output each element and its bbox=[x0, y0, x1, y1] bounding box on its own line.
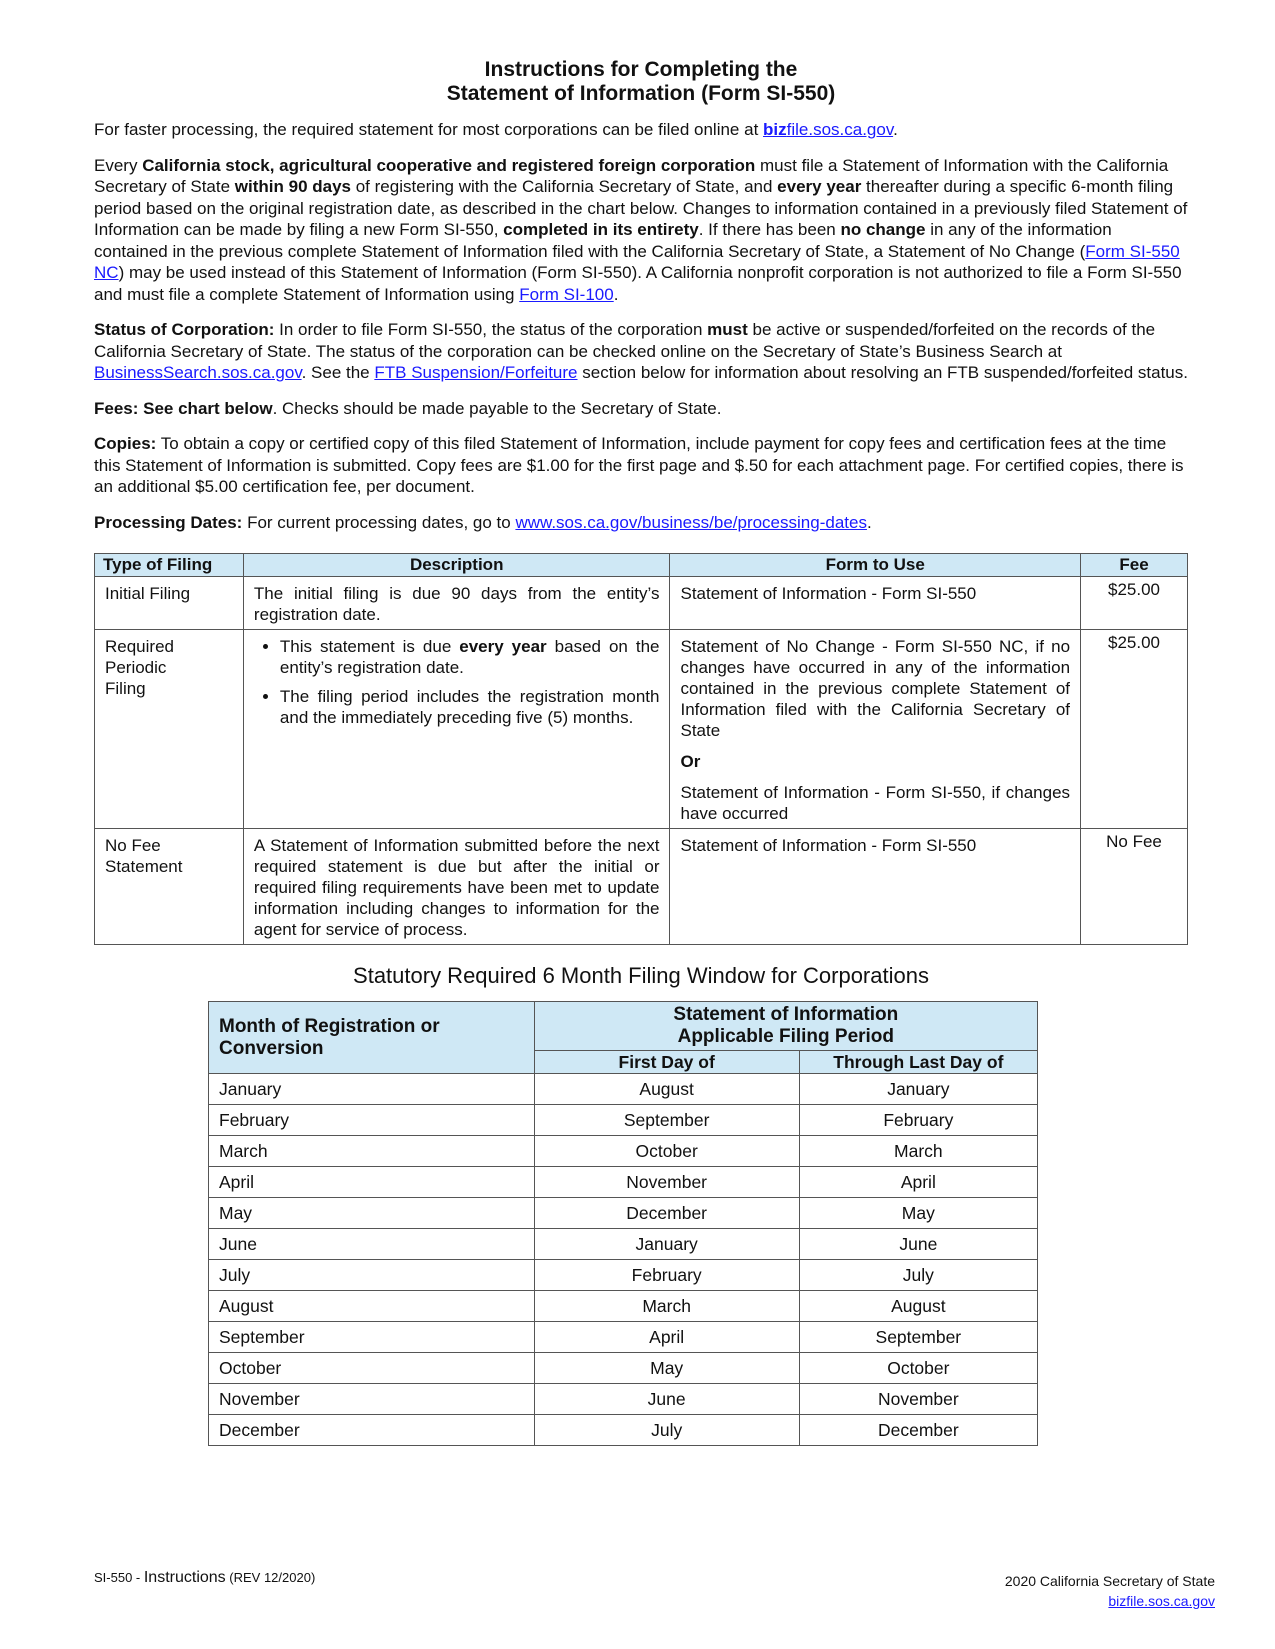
revision: (REV 12/2020) bbox=[225, 1570, 316, 1585]
first-day-cell: August bbox=[534, 1074, 799, 1105]
text: . If there has been bbox=[698, 220, 841, 239]
ftb-suspension-link[interactable]: FTB Suspension/Forfeiture bbox=[374, 363, 578, 382]
last-day-cell: June bbox=[799, 1229, 1037, 1260]
intro-paragraph bbox=[94, 119, 1188, 141]
last-day-cell: December bbox=[799, 1415, 1037, 1446]
header-line: Month of Registration or bbox=[219, 1015, 440, 1037]
footer-publisher bbox=[1005, 1571, 1215, 1611]
intro-period: . bbox=[893, 120, 898, 139]
processing-paragraph bbox=[94, 512, 1188, 534]
bizfile-link[interactable] bbox=[763, 120, 893, 139]
type-cell bbox=[95, 829, 244, 945]
fee-cell: $25.00 bbox=[1081, 577, 1188, 630]
status-label: Status of Corporation: bbox=[94, 320, 275, 339]
table-row bbox=[209, 1136, 1038, 1167]
page-title bbox=[94, 58, 1188, 106]
month-cell: May bbox=[209, 1198, 535, 1229]
bullet-item: • The filing period includes the registration month and the immediately preceding five (5) months. bbox=[280, 686, 660, 728]
table-row bbox=[209, 1198, 1038, 1229]
first-day-cell: April bbox=[534, 1322, 799, 1353]
table-row bbox=[209, 1353, 1038, 1384]
table-row bbox=[209, 1415, 1038, 1446]
last-day-cell: February bbox=[799, 1105, 1037, 1136]
text: ) may be used instead of this Statement of Information (Form SI-550). A California nonprofit corporation is not authorized to file a Form SI-550 and must file a complete Statement of Information using bbox=[94, 263, 1182, 304]
footer-form-id bbox=[94, 1569, 315, 1587]
copies-paragraph bbox=[94, 433, 1188, 498]
table-row bbox=[95, 829, 1188, 945]
header-line: Statement of Information bbox=[673, 1004, 899, 1025]
description-bullets bbox=[254, 636, 660, 728]
last-day-cell: September bbox=[799, 1322, 1037, 1353]
table-row bbox=[209, 1260, 1038, 1291]
footer-bizfile-link[interactable]: bizfile.sos.ca.gov bbox=[1108, 1593, 1215, 1609]
header-fee: Fee bbox=[1081, 554, 1188, 577]
copyright: 2020 California Secretary of State bbox=[1004, 1573, 1215, 1589]
business-search-link[interactable]: BusinessSearch.sos.ca.gov bbox=[94, 363, 302, 382]
text: must file a Statement of Information with the California Secretary of State bbox=[94, 155, 1169, 196]
text: in any of the information contained in the previous complete Statement of Information filed with the California Secretary of State, a Statement of No Change ( bbox=[94, 220, 1112, 261]
first-day-cell: December bbox=[534, 1198, 799, 1229]
month-cell: November bbox=[209, 1384, 535, 1415]
fees-label: Fees: See chart below bbox=[94, 398, 273, 418]
month-table-header bbox=[209, 1002, 1038, 1051]
form-si-100-link[interactable]: Form SI-100 bbox=[519, 284, 614, 304]
description-cell: The initial filing is due 90 days from the entity’s registration date. bbox=[243, 577, 670, 630]
type-line: Periodic bbox=[105, 658, 167, 677]
description-cell bbox=[243, 630, 670, 829]
table-row bbox=[209, 1384, 1038, 1415]
title-line-2: Statement of Information (Form SI-550) bbox=[446, 82, 836, 105]
text: section below for information about resolving an FTB suspended/forfeited status. bbox=[577, 363, 1188, 382]
month-cell: September bbox=[209, 1322, 535, 1353]
last-day-cell: October bbox=[799, 1353, 1037, 1384]
header-filing-period bbox=[534, 1002, 1037, 1051]
text: To obtain a copy or certified copy of this filed Statement of Information, include payment for copy fees and certification fees at the time this Statement of Information is submitted. Copy fees are $1.00 for the first page and $.50 for each attachment page. For certified copies, there is an additional $5.00 certification fee, per document. bbox=[94, 434, 1184, 496]
first-day-cell: September bbox=[534, 1105, 799, 1136]
first-day-cell: November bbox=[534, 1167, 799, 1198]
header-form: Form to Use bbox=[670, 554, 1081, 577]
type-cell bbox=[95, 630, 244, 829]
bullet-item bbox=[280, 636, 660, 678]
header-type: Type of Filing bbox=[95, 554, 244, 577]
form-cell: Statement of Information - Form SI-550 bbox=[670, 577, 1081, 630]
form-id: SI-550 - bbox=[94, 1570, 144, 1585]
type-line: Filing bbox=[105, 679, 146, 698]
fee-cell: No Fee bbox=[1081, 829, 1188, 945]
filing-window-table bbox=[208, 1001, 1038, 1446]
month-cell: June bbox=[209, 1229, 535, 1260]
bold-text: California stock, agricultural cooperative and registered foreign corporation bbox=[142, 155, 756, 175]
month-cell: April bbox=[209, 1167, 535, 1198]
text: based on the entity’s registration date. bbox=[279, 637, 660, 677]
table-row bbox=[209, 1105, 1038, 1136]
bizfile-link-rest: file.sos.ca.gov bbox=[786, 120, 894, 139]
first-day-cell: May bbox=[534, 1353, 799, 1384]
or-label: Or bbox=[680, 752, 701, 771]
processing-dates-link[interactable]: www.sos.ca.gov/business/be/processing-dates bbox=[515, 512, 867, 532]
text: Every bbox=[94, 155, 143, 175]
last-day-cell: August bbox=[799, 1291, 1037, 1322]
header-description: Description bbox=[243, 554, 670, 577]
title-line-1: Instructions for Completing the bbox=[484, 58, 798, 81]
processing-label: Processing Dates: bbox=[94, 512, 243, 532]
last-day-cell: November bbox=[799, 1384, 1037, 1415]
bold-text: every year bbox=[777, 177, 862, 196]
form-option: Statement of No Change - Form SI-550 NC, if no changes have occurred in any of the information contained in the previous complete Statement of Information filed with the California Secretary of State bbox=[680, 637, 1071, 740]
last-day-cell: July bbox=[799, 1260, 1037, 1291]
form-si-550-nc-link[interactable]: Form SI-550 NC bbox=[94, 241, 1180, 282]
month-cell: July bbox=[209, 1260, 535, 1291]
table-row bbox=[209, 1322, 1038, 1353]
month-cell: October bbox=[209, 1353, 535, 1384]
first-day-cell: June bbox=[534, 1384, 799, 1415]
table-row bbox=[95, 630, 1188, 829]
bold-text: completed in its entirety bbox=[503, 220, 699, 239]
first-day-cell: January bbox=[534, 1229, 799, 1260]
form-cell bbox=[670, 630, 1081, 829]
header-month bbox=[209, 1002, 535, 1074]
requirements-paragraph bbox=[94, 155, 1188, 306]
table-row bbox=[209, 1167, 1038, 1198]
filing-window-title: Statutory Required 6 Month Filing Window for Corporations bbox=[353, 963, 929, 988]
last-day-cell: April bbox=[799, 1167, 1037, 1198]
first-day-cell: July bbox=[534, 1415, 799, 1446]
month-cell: August bbox=[209, 1291, 535, 1322]
last-day-cell: March bbox=[799, 1136, 1037, 1167]
text: . See the bbox=[301, 363, 375, 382]
bold-text: every year bbox=[459, 637, 547, 656]
text: . bbox=[866, 512, 872, 532]
first-day-cell: February bbox=[534, 1260, 799, 1291]
status-paragraph bbox=[94, 319, 1188, 384]
header-line: Conversion bbox=[219, 1037, 324, 1059]
bold-text: within 90 days bbox=[234, 177, 351, 196]
last-day-cell: January bbox=[799, 1074, 1037, 1105]
form-cell: Statement of Information - Form SI-550 bbox=[670, 829, 1081, 945]
copies-label: Copies: bbox=[94, 434, 157, 453]
text: . bbox=[613, 284, 619, 304]
instructions-label: Instructions bbox=[143, 1569, 226, 1586]
header-last-day: Through Last Day of bbox=[799, 1051, 1037, 1074]
intro-text: For faster processing, the required statement for most corporations can be filed online at bbox=[94, 120, 764, 139]
table-row bbox=[209, 1229, 1038, 1260]
document-page bbox=[94, 58, 1188, 1446]
month-rows bbox=[209, 1074, 1038, 1446]
text: of registering with the California Secretary of State, and bbox=[351, 177, 778, 196]
table-row bbox=[209, 1291, 1038, 1322]
table-row bbox=[95, 577, 1188, 630]
month-cell: February bbox=[209, 1105, 535, 1136]
bold-text: must bbox=[707, 320, 748, 339]
type-line: Statement bbox=[105, 857, 183, 876]
type-line: Required bbox=[105, 637, 174, 656]
fees-paragraph bbox=[94, 398, 1188, 420]
month-cell: December bbox=[209, 1415, 535, 1446]
fee-table bbox=[94, 553, 1188, 945]
table-row bbox=[209, 1074, 1038, 1105]
text: This statement is due bbox=[279, 637, 460, 656]
form-option: Statement of Information - Form SI-550, if changes have occurred bbox=[680, 783, 1071, 823]
month-cell: January bbox=[209, 1074, 535, 1105]
description-cell: A Statement of Information submitted before the next required statement is due but after the initial or required filing requirements have been met to update information including changes to information for the agent for service of process. bbox=[243, 829, 670, 945]
type-cell: Initial Filing bbox=[95, 577, 244, 630]
text: For current processing dates, go to bbox=[242, 512, 516, 532]
header-first-day: First Day of bbox=[534, 1051, 799, 1074]
text: . Checks should be made payable to the Secretary of State. bbox=[272, 398, 722, 418]
type-line: No Fee bbox=[105, 836, 161, 855]
last-day-cell: May bbox=[799, 1198, 1037, 1229]
fee-cell: $25.00 bbox=[1081, 630, 1188, 829]
fee-table-header bbox=[95, 554, 1188, 577]
first-day-cell: October bbox=[534, 1136, 799, 1167]
text: In order to file Form SI-550, the status of the corporation bbox=[274, 320, 708, 339]
bold-text: no change bbox=[840, 220, 926, 239]
text: be active or suspended/forfeited on the records of the California Secretary of State. The status of the corporation can be checked online on the Secretary of State’s Business Search at bbox=[94, 320, 1156, 361]
header-line: Applicable Filing Period bbox=[677, 1026, 895, 1047]
text: thereafter during a specific 6-month filing period based on the original registration date, as described in the chart below. Changes to information contained in a previously filed Statement of Information can be made by filing a new Form SI-550, bbox=[94, 177, 1188, 239]
bizfile-link-bold: biz bbox=[763, 120, 787, 139]
month-cell: March bbox=[209, 1136, 535, 1167]
first-day-cell: March bbox=[534, 1291, 799, 1322]
